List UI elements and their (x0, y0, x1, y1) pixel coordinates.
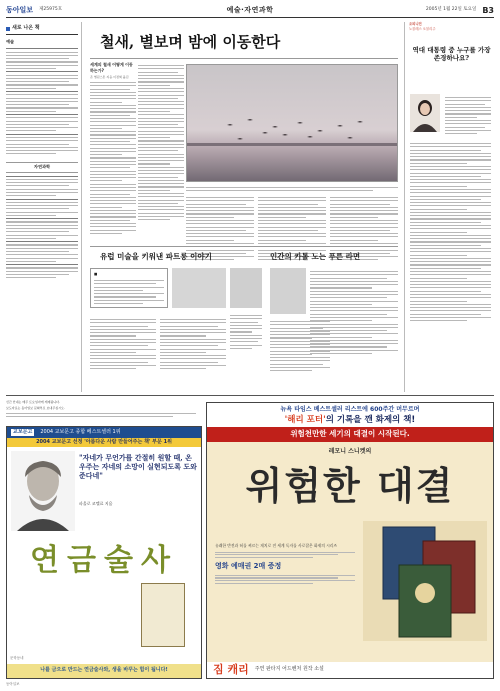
photo-caption (186, 187, 398, 193)
article-column-2 (138, 62, 184, 220)
ad-quote: "자네가 무언가를 간절히 원할 때, 온 우주는 자네의 소망이 실현되도록 도와준다네" (79, 453, 197, 481)
ad-footer (207, 662, 493, 678)
alchemist-book-ad[interactable] (6, 426, 202, 679)
book-info-box (90, 268, 168, 308)
bestseller-text: 2004 교보문고 종합 베스트셀러 1위 (40, 428, 121, 435)
alchemist-book-cover (141, 583, 185, 647)
heart-headline: 인간의 카톨 노는 푸른 라면 (270, 252, 361, 261)
ad-author: 파울로 코엘료 지음 (79, 501, 113, 506)
ad-divider (6, 395, 494, 396)
book-deck: 세계의 철새 어떻게 이동하는가? (90, 62, 133, 73)
blurb-text: 유쾌한 반전과 허를 찌르는 재치로 전 세계 독자를 사로잡은 화제의 시리즈 (215, 543, 338, 548)
page-footer: 동아일보 (6, 682, 20, 686)
ad-series: 레모니 스니켓의 (328, 447, 372, 455)
new-books-heading (6, 22, 78, 35)
main-headline: 철새, 별보며 밤에 이동한다 (100, 33, 281, 51)
star-name: 짐 캐리 (213, 663, 249, 677)
notice-text (6, 413, 196, 417)
heart-column-2 (310, 268, 398, 354)
opinion-text-1 (445, 97, 491, 134)
unfortunate-events-ad[interactable] (206, 402, 494, 679)
harry-potter-text: '해리 포터' (284, 414, 326, 425)
footer-description: 주연 판타지 어드벤처 원작 소설 (254, 666, 324, 673)
heart-book-cover (270, 268, 306, 314)
headline-divider (90, 58, 398, 59)
science-briefs-text (6, 176, 78, 279)
science-subhead: 자연과학 (6, 162, 78, 172)
new-books-label: 새로 나온 책 (12, 25, 40, 31)
music-column-3 (230, 312, 262, 349)
opinion-text-2 (410, 143, 491, 321)
ad-top-bar (7, 427, 201, 438)
teaser-line-1: 뉴욕 타임스 베스트셀러 리스트에 600주간 머무르며 (280, 406, 420, 413)
ad-bottom-bar: 나를 금으로 만드는 연금술사와, 생을 바꾸는 힘이 됩니다! (7, 664, 201, 678)
author-photo (410, 94, 440, 132)
art-briefs-text (6, 48, 78, 154)
music-photo (172, 268, 226, 308)
bookstore-tag: 교보문고 (13, 428, 33, 435)
opinion-title: 역대 대통령 중 누구를 가장 존경하나요? (412, 45, 491, 63)
section-title: 예술·자연과학 (226, 6, 274, 15)
book-byline: 존 엘핀스톤 지음·이정혁 옮김 (90, 74, 129, 79)
opinion-column (404, 22, 494, 392)
migrating-birds-photo (186, 64, 398, 182)
section-divider (90, 246, 398, 247)
ad-red-bar: 위험천만한 세기의 대결이 시작된다. (207, 427, 493, 442)
ad-award-bar: 2004 교보문고 선정 '아름다운 사람 만들어주는 책' 부문 1위 (7, 438, 201, 447)
notice-box (6, 400, 196, 417)
ad-artwork (363, 521, 487, 641)
notice-line-2: 보도자료는 동아일보 문화부로 보내주십시오. (6, 405, 65, 410)
page-number: B3 (482, 5, 494, 15)
article-column-5 (330, 194, 398, 260)
music-column-2 (160, 316, 226, 369)
ticket-offer: 영화 예매권 2매 증정 (215, 562, 282, 571)
new-books-column (6, 22, 82, 392)
ad-blurb (215, 543, 355, 584)
issue-number: 제25975호 (39, 7, 63, 13)
book-cover-image (230, 268, 262, 308)
newspaper-logo: 동아일보 (6, 5, 34, 15)
bullet-icon (6, 27, 10, 31)
publication-date: 2005년 1월 22일 토요일 (425, 7, 477, 13)
ad-big-title: 위험한 대결 (245, 463, 455, 509)
music-column-1 (90, 316, 156, 369)
publisher-tag: 문학동네 (10, 655, 24, 660)
author-portrait (11, 451, 75, 531)
teaser-line-2: 의 기록을 깬 화제의 책! (325, 414, 416, 425)
masthead (6, 4, 494, 18)
alchemist-title: 연금술사 (30, 543, 178, 578)
opinion-series: 노블레스 오블리주 (409, 26, 436, 31)
art-subhead: 예술 (6, 39, 15, 45)
ad-teaser (207, 403, 493, 427)
music-headline: 유럽 미술을 키워낸 파트롱 이야기 (100, 252, 212, 261)
article-column-3 (186, 194, 254, 260)
article-column-1 (90, 62, 136, 234)
box-title: ■ (94, 272, 98, 276)
notice-line-1: 신간 안내는 매주 토요일자에 게재됩니다. (6, 400, 61, 404)
opinion-badge: 오피니언 (409, 22, 422, 26)
article-column-4 (258, 194, 326, 260)
